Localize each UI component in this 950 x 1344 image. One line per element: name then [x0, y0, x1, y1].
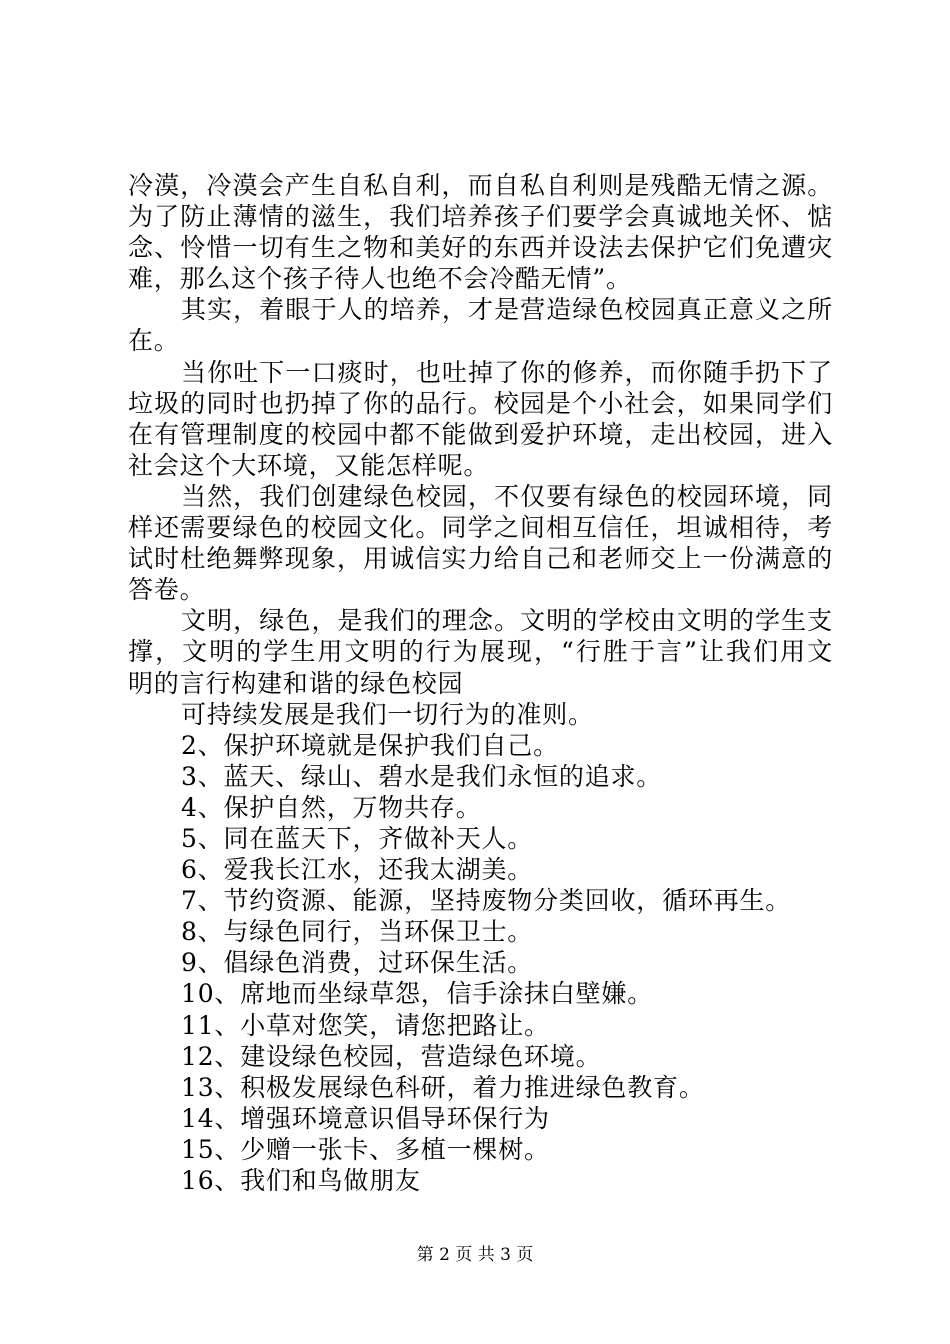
text-line: 样还需要绿色的校园文化。同学之间相互信任，坦诚相待，考: [128, 513, 833, 543]
text-line: 8、与绿色同行，当环保卫士。: [181, 917, 534, 947]
text-line: 6、爱我长江水，还我太湖美。: [181, 855, 534, 885]
text-line: 13、积极发展绿色科研，着力推进绿色教育。: [181, 1072, 705, 1102]
text-line: 试时杜绝舞弊现象，用诚信实力给自己和老师交上一份满意的: [128, 544, 833, 574]
text-line: 11、小草对您笑，请您把路让。: [181, 1010, 550, 1040]
text-line: 文明，绿色，是我们的理念。文明的学校由文明的学生支: [181, 606, 833, 636]
text-line: 难，那么这个孩子待人也绝不会冷酷无情”。: [128, 264, 632, 294]
text-line: 5、同在蓝天下，齐做补天人。: [181, 823, 534, 853]
text-line: 答卷。: [128, 575, 206, 605]
document-body: [128, 170, 833, 1196]
text-line: 2、保护环境就是保护我们自己。: [181, 730, 559, 760]
text-line: 在有管理制度的校园中都不能做到爱护环境，走出校园，进入: [128, 419, 833, 449]
text-line: 9、倡绿色消费，过环保生活。: [181, 948, 534, 978]
text-line: 可持续发展是我们一切行为的准则。: [181, 699, 594, 729]
text-line: 其实，着眼于人的培养，才是营造绿色校园真正意义之所: [181, 295, 833, 325]
text-line: 3、蓝天、绿山、碧水是我们永恒的追求。: [181, 761, 663, 791]
text-line: 4、保护自然，万物共存。: [181, 792, 482, 822]
text-line: 10、席地而坐绿草怨，信手涂抹白壁嫌。: [181, 979, 654, 1009]
text-line: 念、怜惜一切有生之物和美好的东西并设法去保护它们免遭灾: [128, 233, 833, 263]
text-line: 当然，我们创建绿色校园，不仅要有绿色的校园环境，同: [181, 481, 833, 511]
text-line: 16、我们和鸟做朋友: [181, 1166, 421, 1195]
text-line: 14、增强环境意识倡导环保行为: [181, 1103, 550, 1133]
text-line: 撑，文明的学生用文明的行为展现，“行胜于言”让我们用文: [128, 637, 833, 667]
text-line: 为了防止薄情的滋生，我们培养孩子们要学会真诚地关怀、惦: [128, 202, 833, 232]
text-line: 在。: [128, 326, 180, 356]
text-line: 明的言行构建和谐的绿色校园: [128, 668, 464, 698]
text-line: 冷漠，冷漠会产生自私自利，而自私自利则是残酷无情之源。: [128, 171, 833, 200]
page-footer: 第 2 页 共 3 页: [416, 1245, 534, 1265]
text-line: 社会这个大环境，又能怎样呢。: [128, 450, 490, 480]
text-line: 垃圾的同时也扔掉了你的品行。校园是个小社会，如果同学们: [128, 388, 833, 418]
text-line: 15、少赠一张卡、多植一棵树。: [181, 1134, 550, 1164]
text-line: 12、建设绿色校园，营造绿色环境。: [181, 1041, 602, 1071]
text-line: 当你吐下一口痰时，也吐掉了你的修养，而你随手扔下了: [181, 357, 833, 387]
text-line: 7、节约资源、能源，坚持废物分类回收，循环再生。: [181, 886, 792, 916]
